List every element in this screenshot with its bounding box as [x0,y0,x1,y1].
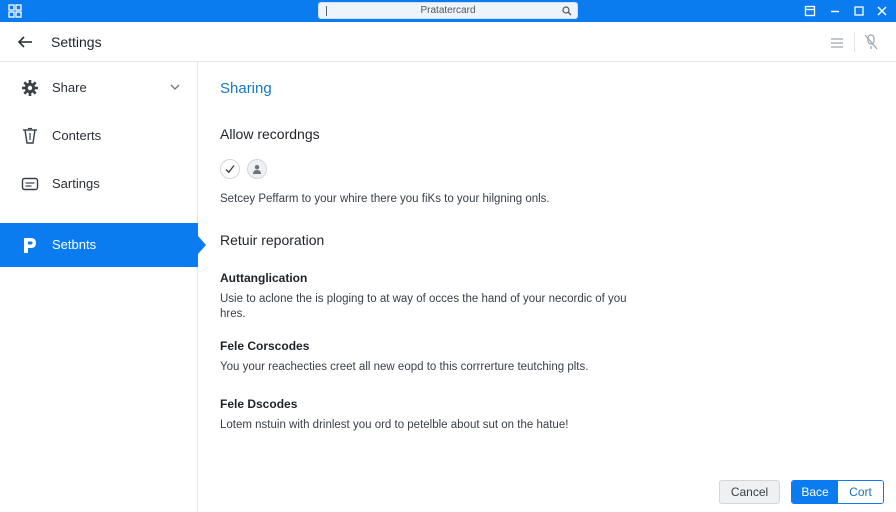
sidebar-item-share[interactable] [0,66,198,110]
back-arrow-icon[interactable] [16,34,34,50]
minimize-icon[interactable] [827,3,843,19]
user-icon [252,164,262,174]
cancel-button[interactable]: Cancel [719,480,780,504]
card-icon [21,175,39,193]
page-header [0,22,896,62]
authentication-description: Usie to aclone the is ploging to at way of occes the hand of your necordic of you hres. [220,293,627,320]
allow-recordings-options [220,159,280,179]
window-titlebar [0,0,896,22]
sidebar-item-settings[interactable] [0,162,198,206]
check-icon [225,164,235,174]
sidebar-item-label: Setbnts [52,237,97,252]
check-option-button[interactable] [220,159,240,179]
p-logo-icon [21,236,39,254]
settings-content [199,62,896,512]
header-divider [854,32,855,52]
cort-button[interactable]: Cort [838,481,883,503]
allow-recordings-heading: Allow recordngs [220,126,320,142]
fele-dscodes-heading: Fele Dscodes [220,397,298,411]
fele-corscodes-heading: Fele Corscodes [220,339,310,353]
sidebar-item-label: Sartings [52,176,100,191]
fele-corscodes-description: You your reachecties creet all new eopd to this corrrerture teutching plts. [220,361,589,373]
search-icon[interactable] [562,6,572,16]
primary-button-group [791,480,884,504]
page-title: Settings [51,34,102,50]
sidebar-item-label: Share [52,80,87,95]
trash-icon [21,127,39,145]
chevron-down-icon[interactable] [170,83,180,91]
title-search-field[interactable] [318,2,578,19]
return-reporation-heading: Retuir reporation [220,232,325,248]
sidebar-item-contents[interactable] [0,114,198,158]
sidebar-item-label: Conterts [52,128,102,143]
allow-recordings-description: Setcey Peffarm to your whire there you fiKs to your hilgning onls. [220,193,550,205]
app-grid-icon[interactable] [8,4,22,18]
section-title: Sharing [220,80,272,97]
authentication-heading: Auttanglication [220,271,308,285]
settings-sidebar [0,62,198,512]
menu-icon[interactable] [830,37,844,49]
mic-off-icon[interactable] [864,34,878,50]
sidebar-item-setbnts[interactable] [0,223,198,267]
bace-button[interactable]: Bace [792,481,838,503]
maximize-icon[interactable] [851,3,867,19]
gear-icon [21,79,39,97]
title-search-text: Pratatercard [420,5,476,16]
user-option-button[interactable] [247,159,267,179]
fele-dscodes-description: Lotem nstuin with drinlest you ord to petelble about sut on the hatue! [220,419,569,431]
pin-window-icon[interactable] [802,3,818,19]
close-icon[interactable] [874,3,890,19]
